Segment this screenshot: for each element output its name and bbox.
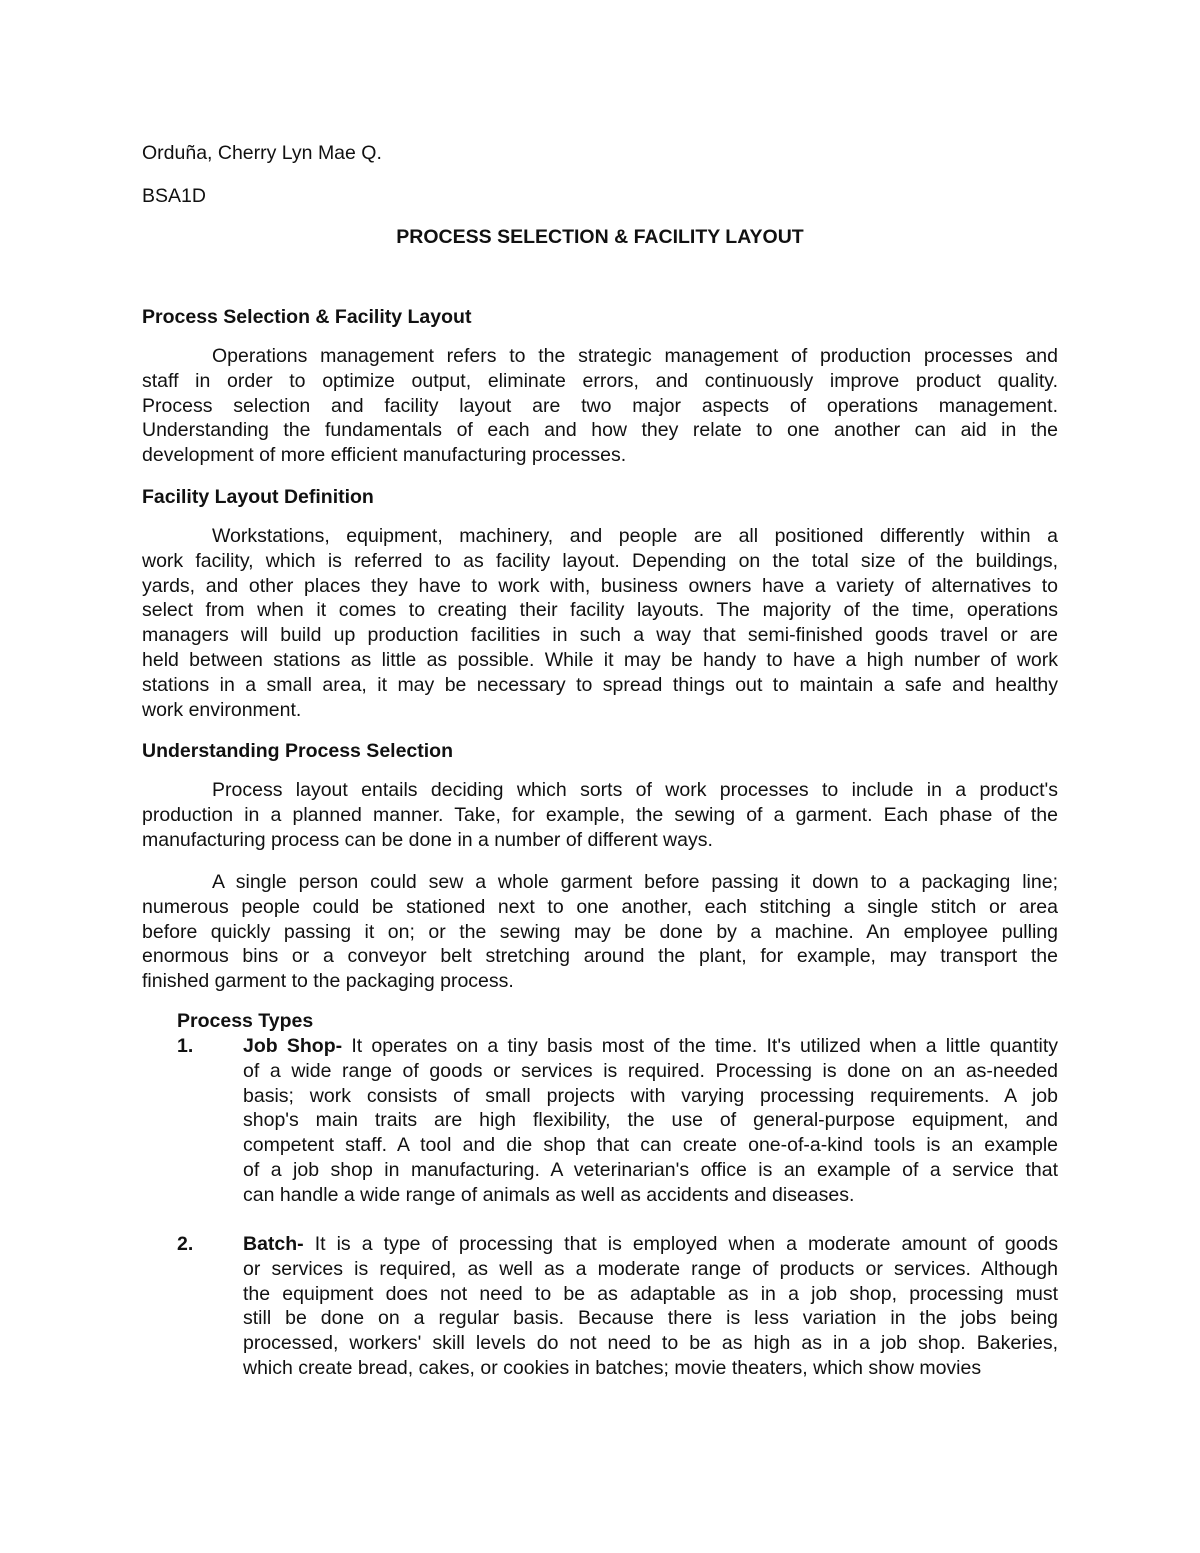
list-item-line: shop's main traits are high flexibility, the use of general-purpose equipment, and: [243, 1109, 1058, 1132]
paragraph-line: yards, and other places they have to work with, business owners have a variety of alternatives to: [142, 574, 1058, 597]
paragraph-line: Process selection and facility layout are two major aspects of operations management.: [142, 394, 1058, 417]
list-number: 2.: [177, 1233, 194, 1255]
paragraph-operations-management: [142, 344, 1058, 468]
list-item-line: of a wide range of goods or services is required. Processing is done on an as-needed: [243, 1059, 1058, 1082]
paragraph-facility-layout: [142, 524, 1058, 722]
paragraph-process-layout: [142, 778, 1058, 852]
paragraph-garment-example: [142, 870, 1058, 994]
list-item-line: of a job shop in manufacturing. A veterinarian's office is an example of a service that: [243, 1158, 1058, 1181]
list-item-line: or services is required, as well as a moderate range of products or services. Although: [243, 1257, 1058, 1280]
list-item-term: Job Shop-: [243, 1035, 343, 1057]
list-item-line: which create bread, cakes, or cookies in batches; movie theaters, which show movies: [243, 1356, 982, 1379]
paragraph-line: Workstations, equipment, machinery, and people are all positioned differently within a: [212, 525, 1058, 547]
paragraph-line: numerous people could be stationed next to one another, each stitching a single stitch or area: [142, 895, 1058, 918]
heading-process-selection: Process Selection & Facility Layout: [142, 306, 472, 328]
list-number: 1.: [177, 1035, 194, 1057]
paragraph-line: enormous bins or a conveyor belt stretching around the plant, for example, may transport the: [142, 945, 1058, 968]
list-item-job-shop: [177, 1034, 1058, 1208]
list-item-line: Job Shop- It operates on a tiny basis most of the time. It's utilized when a little quantity: [243, 1035, 1058, 1057]
paragraph-line: manufacturing process can be done in a number of different ways.: [142, 828, 713, 851]
paragraph-line: held between stations as little as possible. While it may be handy to have a high number of work: [142, 648, 1058, 671]
list-item-line: still be done on a regular basis. Because there is less variation in the jobs being: [243, 1307, 1058, 1330]
list-item-line: processed, workers' skill levels do not need to be as high as in a job shop. Bakeries,: [243, 1332, 1058, 1355]
list-item-term: Batch-: [243, 1233, 304, 1255]
paragraph-line: A single person could sew a whole garment before passing it down to a packaging line;: [212, 871, 1058, 893]
paragraph-line: development of more efficient manufacturing processes.: [142, 444, 627, 467]
paragraph-line: work environment.: [142, 698, 302, 721]
paragraph-line: Understanding the fundamentals of each and how they relate to one another can aid in the: [142, 419, 1058, 442]
list-item-batch: [177, 1232, 1058, 1381]
paragraph-line: managers will build up production facilities in such a way that semi-finished goods travel or are: [142, 624, 1058, 647]
paragraph-line: Process layout entails deciding which sorts of work processes to include in a product's: [212, 779, 1058, 801]
author-name: Orduña, Cherry Lyn Mae Q.: [142, 142, 382, 164]
class-section: BSA1D: [142, 185, 206, 207]
list-item-line: the equipment does not need to be as adaptable as in a job shop, processing must: [243, 1282, 1058, 1305]
paragraph-line: staff in order to optimize output, eliminate errors, and continuously improve product quality.: [142, 369, 1058, 392]
list-item-line: competent staff. A tool and die shop that can create one-of-a-kind tools is an example: [243, 1134, 1058, 1157]
paragraph-line: production in a planned manner. Take, for example, the sewing of a garment. Each phase of the: [142, 803, 1058, 826]
paragraph-line: finished garment to the packaging process.: [142, 970, 514, 993]
paragraph-line: Operations management refers to the strategic management of production processes and: [212, 345, 1058, 367]
list-item-line: basis; work consists of small projects with varying processing requirements. A job: [243, 1084, 1058, 1107]
list-item-line: can handle a wide range of animals as well as accidents and diseases.: [243, 1183, 855, 1206]
paragraph-line: select from when it comes to creating their facility layouts. The majority of the time, operations: [142, 599, 1058, 622]
paragraph-line: before quickly passing it on; or the sewing may be done by a machine. An employee pulling: [142, 920, 1058, 943]
heading-process-types: Process Types: [177, 1010, 314, 1032]
paragraph-line: stations in a small area, it may be necessary to spread things out to maintain a safe and healthy: [142, 673, 1058, 696]
document-title: PROCESS SELECTION & FACILITY LAYOUT: [396, 226, 804, 248]
list-item-line: Batch- It is a type of processing that is employed when a moderate amount of goods: [243, 1233, 1058, 1255]
heading-understanding-process-selection: Understanding Process Selection: [142, 740, 454, 762]
paragraph-line: work facility, which is referred to as facility layout. Depending on the total size of the buildings,: [142, 549, 1058, 572]
heading-facility-layout-definition: Facility Layout Definition: [142, 486, 374, 508]
